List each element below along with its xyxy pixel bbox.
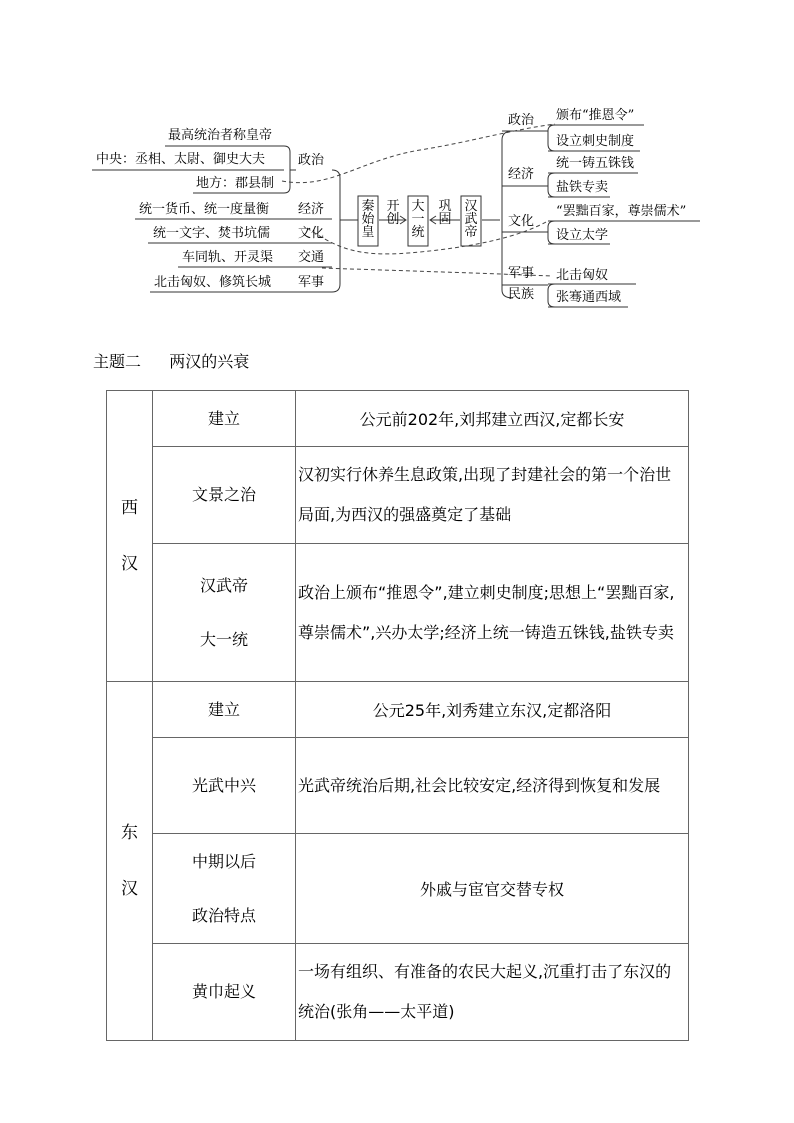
row-label-text: 建立: [207, 408, 240, 428]
table-row: [107, 944, 689, 1041]
row-label-text: 黄巾起义: [191, 982, 256, 1001]
mindmap-left-politics: 政治: [298, 153, 325, 168]
mindmap-emperor-title: 最高统治者称皇帝: [168, 128, 273, 143]
row-label: [153, 447, 296, 544]
mindmap-left-culture: 文化: [298, 226, 325, 241]
table-row: [107, 447, 689, 544]
mindmap-left-military: 军事: [298, 275, 325, 290]
mindmap-found-label: 开创: [386, 199, 400, 227]
row-label-text: 建立: [207, 699, 240, 719]
era-char: 西: [121, 498, 138, 518]
mindmap-transport-item: 车同轨、开灵渠: [182, 250, 274, 265]
mindmap-central: 中央：丞相、太尉、御史大夫: [96, 152, 266, 167]
row-label: [153, 544, 296, 682]
row-label-text: 中期以后: [191, 851, 256, 871]
row-content: 公元前202年,刘邦建立西汉,定都长安: [296, 391, 689, 447]
mindmap-local: 地方：郡县制: [196, 176, 275, 191]
mindmap-left-transport: 交通: [298, 250, 325, 265]
mindmap-right-military: 军事: [508, 266, 535, 281]
mindmap-right-ethnic: 民族: [508, 287, 535, 302]
table-row: [107, 682, 689, 738]
mindmap-cult-item1: “罢黜百家，尊崇儒术”: [556, 204, 687, 219]
han-dynasties-table: [106, 390, 689, 1041]
mindmap-pol-item2: 设立刺史制度: [556, 134, 635, 149]
era-cell-east: [107, 682, 153, 1041]
row-content: 外戚与宦官交替专权: [296, 834, 689, 944]
row-label-text: 大一统: [199, 629, 248, 649]
mindmap-cult-item2: 设立太学: [556, 228, 609, 243]
table-row: [107, 544, 689, 682]
mindmap-qin-shihuang: 秦始皇: [361, 199, 375, 240]
mindmap-econ-item2: 盐铁专卖: [556, 180, 609, 195]
row-label: [153, 738, 296, 834]
section-title: 两汉的兴衰: [169, 352, 250, 371]
mindmap-culture-item: 统一文字、焚书坑儒: [153, 226, 271, 241]
section-label: 主题二: [93, 352, 142, 371]
mindmap-right-politics: 政治: [508, 113, 535, 128]
row-content: 一场有组织、有准备的农民大起义,沉重打击了东汉的统治(张角——太平道): [296, 944, 689, 1041]
table-row: [107, 738, 689, 834]
era-char: 汉: [121, 554, 138, 574]
row-content: 光武帝统治后期,社会比较安定,经济得到恢复和发展: [296, 738, 689, 834]
row-label-text: 汉武帝: [199, 575, 248, 595]
mindmap-pol-item1: 颁布“推恩令”: [556, 108, 635, 123]
mindmap-left-econ: 经济: [298, 202, 325, 217]
row-content: 政治上颁布“推恩令”,建立刺史制度;思想上“罢黜百家,尊崇儒术”,兴办太学;经济上统一铸造五铢钱,盐铁专卖: [296, 544, 689, 682]
mindmap-mil-item1: 北击匈奴: [556, 268, 609, 283]
mindmap-mil-item2: 张骞通西域: [556, 290, 622, 305]
era-char: 汉: [121, 879, 138, 899]
mindmap-han-wudi: 汉武帝: [464, 199, 478, 240]
row-label: [153, 682, 296, 738]
mindmap-econ-item1: 统一铸五铢钱: [556, 156, 635, 171]
row-content: 汉初实行休养生息政策,出现了封建社会的第一个治世局面,为西汉的强盛奠定了基础: [296, 447, 689, 544]
mindmap-right-econ: 经济: [508, 167, 535, 182]
table-row: [107, 834, 689, 944]
mindmap-consolidate-label: 巩固: [438, 199, 452, 227]
row-label: [153, 834, 296, 944]
row-label-text: 文景之治: [191, 485, 256, 504]
row-content: 公元25年,刘秀建立东汉,定都洛阳: [296, 682, 689, 738]
mindmap-right-culture: 文化: [508, 214, 535, 229]
table-row: [107, 391, 689, 447]
row-label: [153, 944, 296, 1041]
mindmap-grand-unity: 大一统: [411, 199, 425, 240]
era-char: 东: [121, 823, 138, 843]
era-cell-west: [107, 391, 153, 682]
row-label-text: 光武中兴: [191, 775, 256, 795]
section-heading: [93, 349, 249, 372]
row-label: [153, 391, 296, 447]
mindmap-military-item: 北击匈奴、修筑长城: [154, 275, 272, 290]
row-label-text: 政治特点: [191, 905, 256, 925]
mindmap-econ-item: 统一货币、统一度量衡: [139, 202, 270, 217]
